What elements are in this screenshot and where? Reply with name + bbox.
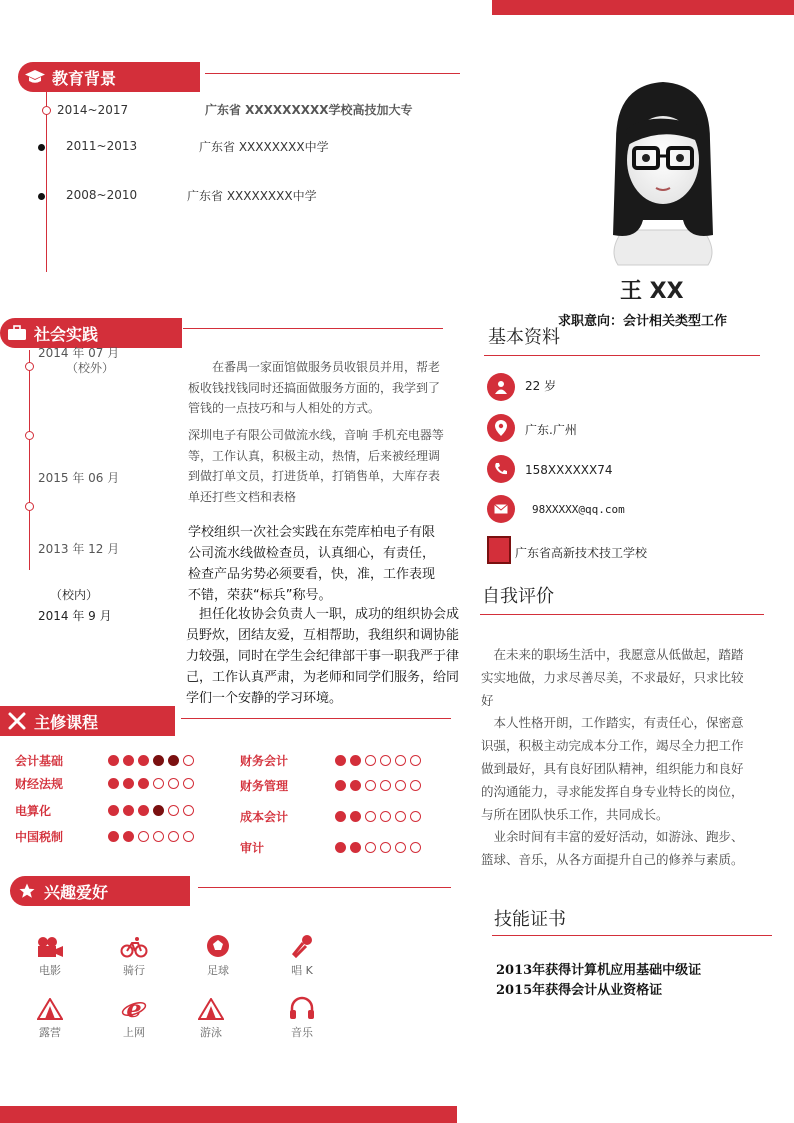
rating-dot [138,805,149,816]
avatar [588,70,738,270]
course-row [15,769,235,797]
bottom-accent-bar [0,1106,457,1123]
phone-icon [487,455,515,483]
edu-date: 2011~2013 [66,139,138,153]
skills-list [496,961,701,1001]
location-pin-icon [487,414,515,442]
rating-dot [153,805,164,816]
course-row [240,752,460,769]
hobby-item [272,932,332,978]
rating-dots [108,778,194,789]
course-row [15,823,235,850]
education-rule [205,73,460,74]
rating-dot [335,755,346,766]
rating-dot [410,842,421,853]
hobby-label: 游泳 [200,1026,222,1039]
rating-dot [168,805,179,816]
rating-dots [108,805,194,816]
edu-school: 广东省 XXXXXXXX中学 [187,189,317,203]
social-date: 2014 年 9 月 [38,609,112,623]
rating-dot [123,805,134,816]
rating-dot [365,811,376,822]
hobby-label: 露营 [39,1026,61,1039]
course-name: 财经法规 [15,776,64,791]
course-name: 会计基础 [15,754,64,768]
courses-header [0,706,175,736]
course-row [15,797,235,823]
tent-icon [181,994,241,1020]
rating-dots [108,755,194,766]
social-date: 2013 年 12 月 [38,542,120,556]
hobby-label: 音乐 [291,1026,313,1039]
rating-dot [183,755,194,766]
rating-dot [168,831,179,842]
rating-dot [183,805,194,816]
rating-dot [395,780,406,791]
skills-title: 技能证书 [494,909,566,930]
hobby-item [20,932,80,978]
edu-school: 广东省 XXXXXXXXX学校高技加大专 [205,103,413,117]
self-eval-rule [480,614,764,615]
basic-info-title: 基本资料 [488,327,560,348]
rating-dot [410,755,421,766]
hobby-label: 上网 [123,1026,145,1039]
hobby-label: 唱 K [291,964,313,977]
hobby-label: 足球 [207,964,229,977]
hobby-label: 电影 [39,964,61,977]
course-name: 成本会计 [240,810,289,824]
rating-dot [365,755,376,766]
rating-dots [335,811,421,822]
rating-dot [350,842,361,853]
hobbies-rule [198,887,451,888]
skill-item: 2015年获得会计从业资格证 [496,983,663,998]
skills-rule [492,935,772,936]
rating-dot [395,755,406,766]
top-accent-bar [492,0,794,15]
rating-dot [153,755,164,766]
self-eval-paragraph: 业余时间有丰富的爱好活动，如游泳、跑步、篮球、音乐，从各方面提升自己的修养与素质。 [481,829,744,868]
timeline-dot [42,106,51,115]
bicycle-icon [104,932,164,958]
age-value: 22 岁 [525,379,557,393]
candidate-name: 王 XX [620,279,684,304]
social-desc: 在番禺一家面馆做服务员收银员并用，帮老板收钱找钱同时还搞面做服务方面的，我学到了管钱的一点技巧和与人相处的方式。 [188,360,441,415]
self-eval-paragraph: 本人性格开朗，工作踏实，有责任心，保密意识强，积极主动完成本分工作，竭尽全力把工作做到最好，具有良好团队精神，组织能力和良好的沟通能力，寻求能发挥自身专业特长的岗位，与所在团队快乐工作，共同成长。 [481,715,744,822]
rating-dot [168,755,179,766]
rating-dot [335,842,346,853]
headphones-icon [272,994,332,1020]
self-eval-paragraph: 在未来的职场生活中，我愿意从低做起，踏踏实实地做，力求尽善尽美，不求最好，只求比较好 [481,647,744,708]
rating-dot [123,755,134,766]
rating-dots [335,842,421,853]
social-desc: 担任化妆协会负责人一职，成功的组织协会成员野炊，团结友爱，互相帮助，我组织和调协能力较强，同时在学生会纪律部干事一职我严于律己，工作认真严肃，为老师和同学们服务，给同学们一个安静的学习环境。 [186,607,460,706]
courses-rule [181,718,451,719]
timeline-dot [25,502,34,511]
course-row [240,769,460,801]
course-row [15,752,235,769]
course-row [240,801,460,832]
education-header [18,62,200,92]
rating-dots [335,780,421,791]
location-value: 广东.广州 [525,423,577,437]
edu-date: 2014~2017 [57,103,129,117]
basic-info-rule [484,355,760,356]
rating-dot [123,831,134,842]
rating-dot [153,831,164,842]
hobbies-header [10,876,190,906]
rating-dot [335,780,346,791]
hobby-item [104,994,164,1040]
hobby-item [188,932,248,978]
social-desc: 学校组织一次社会实践在东莞库柏电子有限公司流水线做检查员，认真细心，有责任，检查产品劣势必须要看，快，准，工作表现不错，荣获“标兵”称号。 [188,525,436,603]
rating-dot [380,755,391,766]
courses-left-list [15,752,235,850]
courses-title: 主修课程 [34,712,99,732]
microphone-icon [272,932,332,958]
course-name: 财务会计 [240,754,289,768]
football-icon [188,932,248,958]
hobby-item [181,994,241,1040]
graduation-cap-icon [18,69,52,85]
rating-dot [168,778,179,789]
edu-date: 2008~2010 [66,188,138,202]
education-title: 教育背景 [52,68,117,88]
rating-dot [108,805,119,816]
email-value: 98XXXXX@qq.com [532,503,625,516]
internet-explorer-icon [104,994,164,1020]
rating-dot [380,842,391,853]
rating-dot [410,811,421,822]
rating-dot [365,780,376,791]
edu-school: 广东省 XXXXXXXX中学 [199,140,329,154]
skill-item: 2013年获得计算机应用基础中级证 [496,963,702,978]
hobby-label: 骑行 [123,964,145,977]
svg-text:e: e [126,996,142,1020]
hobby-item [104,932,164,978]
social-rule [183,328,443,329]
school-value: 广东省高新技术技工学校 [515,546,648,560]
star-icon [10,882,44,900]
rating-dot [138,755,149,766]
courses-right-list [240,752,460,862]
timeline-dot [38,144,45,151]
tent-icon [20,994,80,1020]
course-row [240,832,460,862]
timeline-dot [25,362,34,371]
timeline-dot [25,431,34,440]
rating-dot [395,842,406,853]
education-timeline [46,92,47,272]
rating-dot [183,778,194,789]
rating-dot [123,778,134,789]
course-name: 审计 [240,840,265,855]
mail-icon [487,495,515,523]
self-eval-body [481,644,753,872]
social-date: 2015 年 06 月 [38,471,120,485]
rating-dot [365,842,376,853]
rating-dot [350,811,361,822]
rating-dot [153,778,164,789]
hobby-item [20,994,80,1040]
rating-dot [395,811,406,822]
job-objective: 求职意向：会计相关类型工作 [558,314,728,329]
rating-dots [335,755,421,766]
rating-dot [380,811,391,822]
person-icon [487,373,515,401]
rating-dots [108,831,194,842]
social-note: （校外） [66,361,115,375]
self-eval-title: 自我评价 [482,586,554,607]
hobby-item [272,994,332,1040]
hobbies-title: 兴趣爱好 [44,882,109,902]
rating-dot [138,831,149,842]
rating-dot [350,755,361,766]
rating-dot [108,831,119,842]
school-building-icon [487,536,511,564]
social-date: 2014 年 07 月 [38,346,120,360]
social-timeline [29,350,30,570]
rating-dot [350,780,361,791]
course-name: 中国税制 [15,830,64,844]
course-name: 电算化 [15,803,52,818]
movie-camera-icon [20,932,80,958]
social-desc: 深圳电子有限公司做流水线，音响 手机充电器等等，工作认真，积极主动，热情，后来被经理调到做打单文员，打进货单，打销售单，大库存表单还打些文档和表格 [188,428,444,504]
briefcase-icon [0,325,34,341]
rating-dot [138,778,149,789]
rating-dot [108,778,119,789]
course-name: 财务管理 [240,778,289,793]
rating-dot [410,780,421,791]
timeline-dot [38,193,45,200]
rating-dot [108,755,119,766]
social-note: （校内） [50,588,99,602]
social-title: 社会实践 [34,324,99,344]
tools-icon [0,711,34,731]
rating-dot [183,831,194,842]
phone-value: 158XXXXXX74 [525,463,613,477]
rating-dot [380,780,391,791]
rating-dot [335,811,346,822]
